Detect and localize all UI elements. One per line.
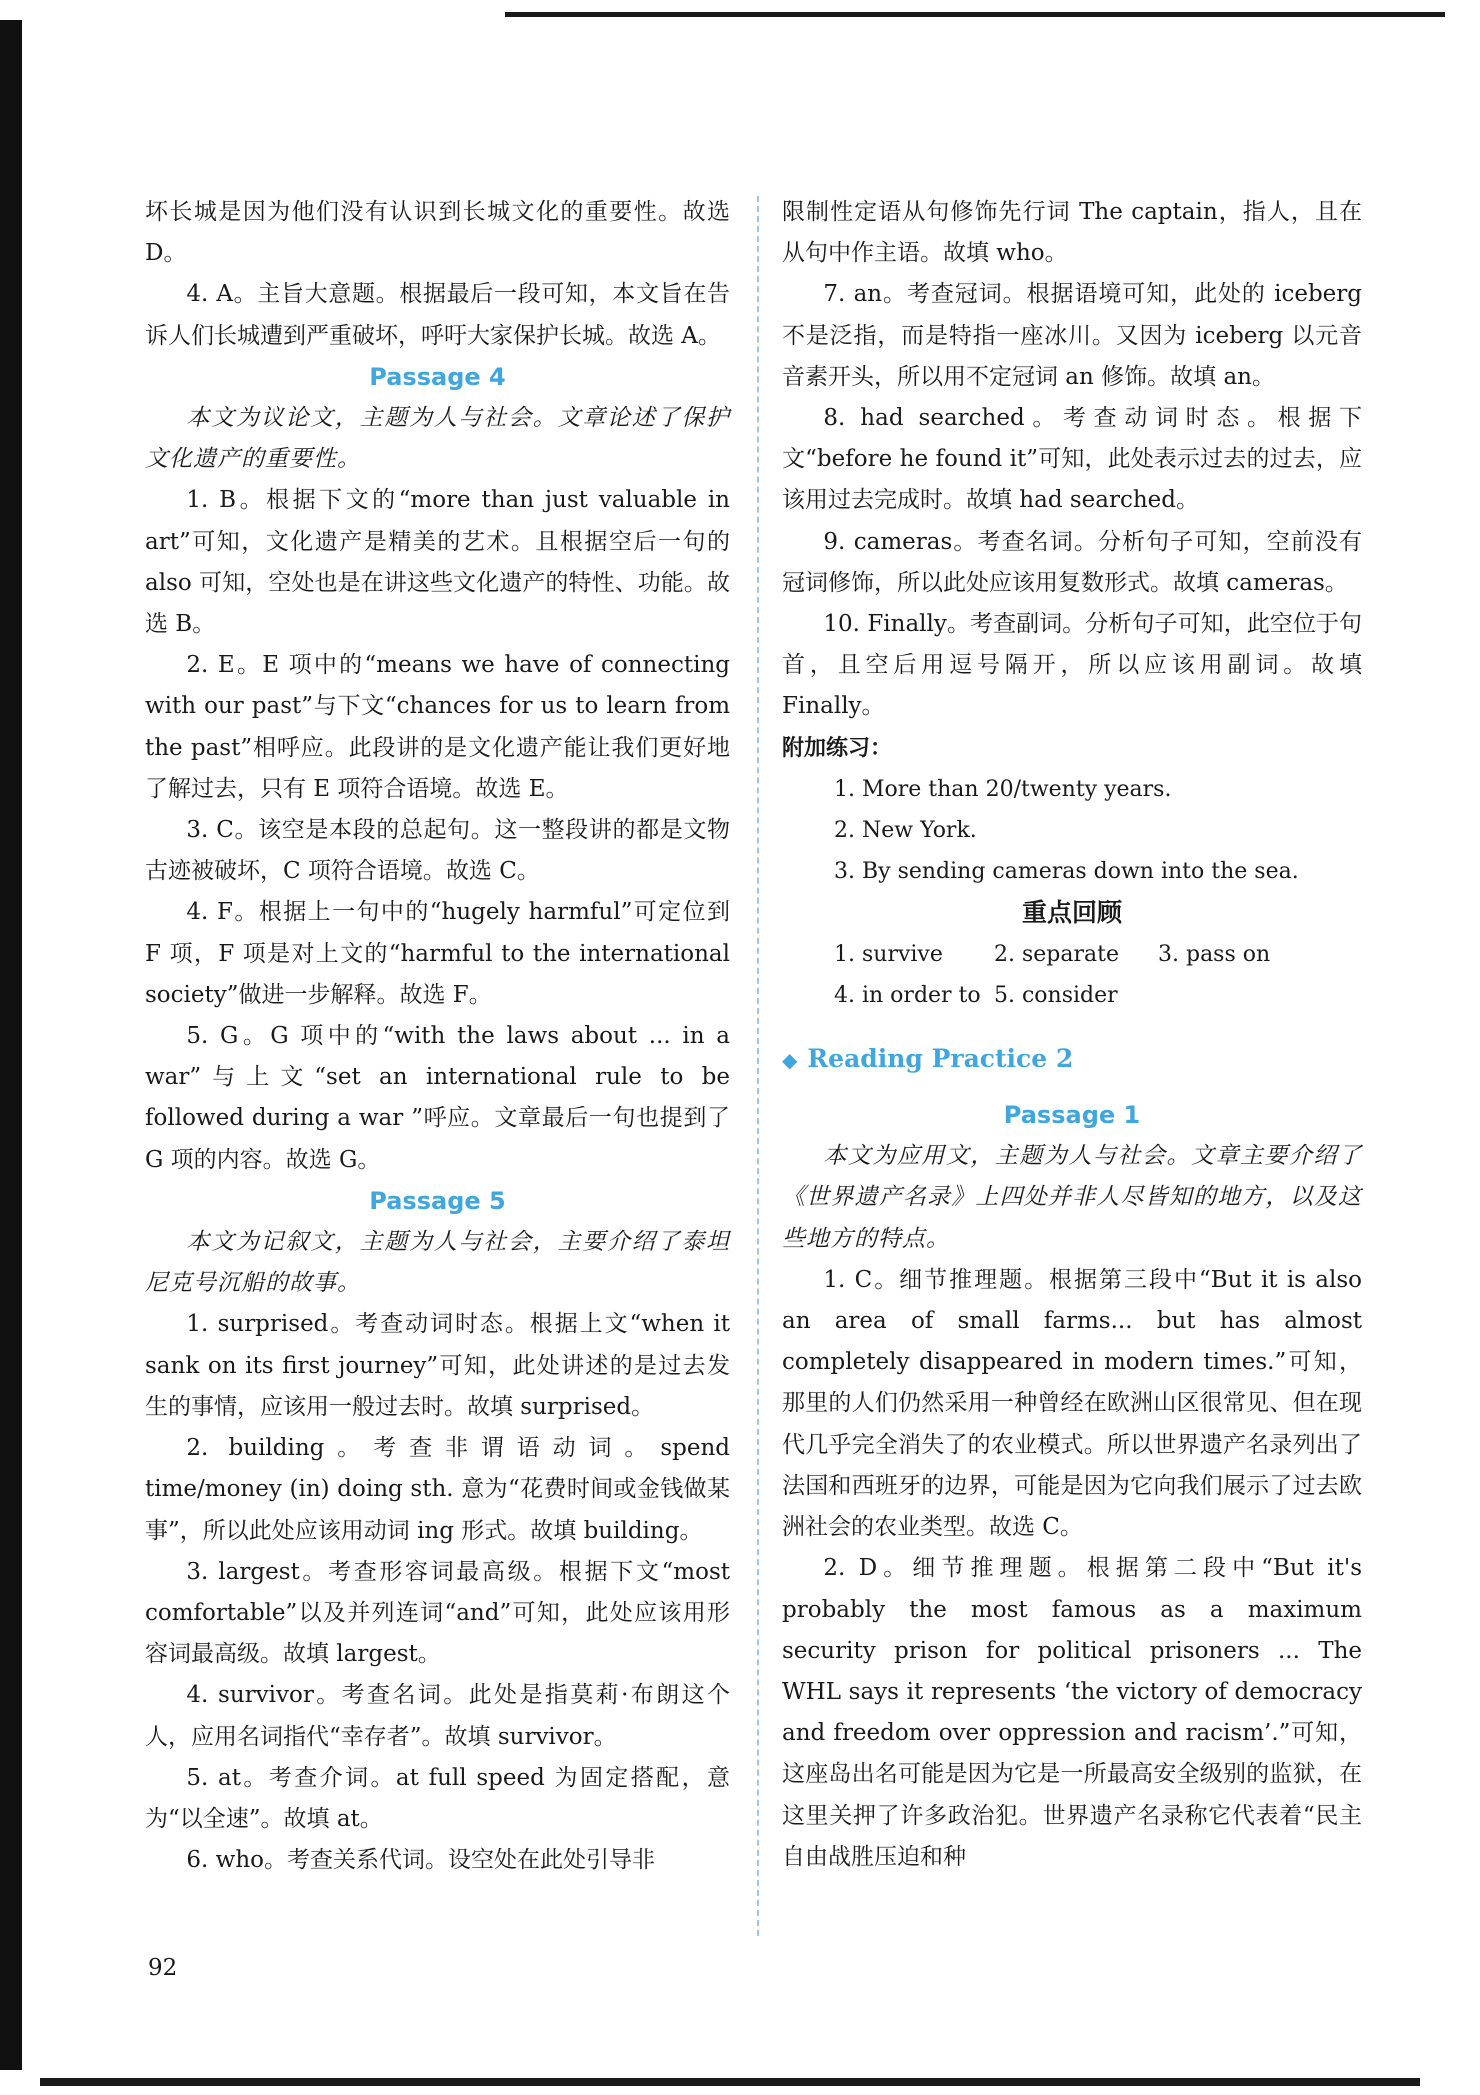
p5-answer-6: 6. who。考查关系代词。设空处在此处引导非 — [186, 1847, 655, 1874]
p5-answer-3: 3. largest。考查形容词最高级。根据下文“most comfortable”以及并列连词“and”可知，此处应该用形容词最高级。故填 largest。 — [145, 1558, 730, 1668]
passage-5-intro: 本文为记叙文，主题为人与社会，主要介绍了泰坦尼克号沉船的故事。 — [145, 1229, 730, 1297]
rp2-passage-1-title: Passage 1 — [1003, 1101, 1141, 1130]
top-rule — [505, 12, 1445, 17]
extra-item-2: 2. New York. — [834, 818, 977, 844]
rp2-answer-2: 2. D。细节推理题。根据第二段中“But it's probably the most famous as a maximum security prison for political prisoners ... The WHL says it represents ‘the victory of democracy and freedom over oppression and racism’.”可知，这座岛出名可能是因为它是一所最高安全级别的监狱，在这里关押了许多政治犯。世界遗产名录称它代表着“民主自由战胜压迫和种 — [782, 1555, 1362, 1870]
left-column — [145, 192, 730, 1881]
extra-item-1: 1. More than 20/twenty years. — [834, 776, 1172, 802]
passage-5-title: Passage 5 — [369, 1186, 506, 1215]
rp2-answer-1: 1. C。细节推理题。根据第三段中“But it is also an area of small farms... but has almost completely disappeared in modern times.”可知，那里的人们仍然采用一种曾经在欧洲山区很常见、但在现代几乎完全消失了的农业模式。所以世界遗产名录列出了法国和西班牙的边界，可能是因为它向我们展示了过去欧洲社会的农业类型。故选 C。 — [782, 1266, 1362, 1541]
rp2-intro: 本文为应用文，主题为人与社会。文章主要介绍了《世界遗产名录》上四处并非人尽皆知的地方，以及这些地方的特点。 — [782, 1143, 1362, 1252]
reading-practice-heading — [782, 1030, 1362, 1089]
answer-9: 9. cameras。考查名词。分析句子可知，空前没有冠词修饰，所以此处应该用复数形式。故填 cameras。 — [782, 528, 1362, 596]
review-item: 3. pass on — [1158, 941, 1271, 967]
review-item: 2. separate — [994, 941, 1119, 967]
p5-answer-4: 4. survivor。考查名词。此处是指莫莉·布朗这个人，应用名词指代“幸存者”。故填 survivor。 — [145, 1682, 730, 1750]
intro-tail: 坏长城是因为他们没有认识到长城文化的重要性。故选 D。 — [145, 199, 730, 267]
review-item: 1. survive — [834, 941, 943, 967]
passage-4-title: Passage 4 — [369, 362, 506, 391]
answer-4: 4. A。主旨大意题。根据最后一段可知，本文旨在告诉人们长城遭到严重破坏，呼吁大家保护长城。故选 A。 — [145, 281, 730, 349]
p4-answer-2: 2. E。E 项中的“means we have of connecting with our past”与下文“chances for us to learn from the past”相呼应。此段讲的是文化遗产能让我们更好地了解过去，只有 E 项符合语境。故选 E。 — [145, 652, 730, 802]
passage-4-intro: 本文为议论文，主题为人与社会。文章论述了保护文化遗产的重要性。 — [145, 405, 730, 473]
review-heading: 重点回顾 — [1021, 898, 1122, 928]
answer-8: 8. had searched。考查动词时态。根据下文“before he found it”可知，此处表示过去的过去，应该用过去完成时。故填 had searched。 — [782, 405, 1362, 514]
column-divider — [757, 196, 759, 1936]
right-column — [782, 192, 1362, 1878]
review-item: 5. consider — [994, 982, 1118, 1008]
p5-answer-5: 5. at。考查介词。at full speed 为固定搭配，意为“以全速”。故填 at。 — [145, 1764, 730, 1832]
extra-practice-heading: 附加练习： — [782, 735, 893, 761]
p4-answer-3: 3. C。该空是本段的总起句。这一整段讲的都是文物古迹被破坏，C 项符合语境。故选 C。 — [145, 817, 730, 885]
p5-answer-1: 1. surprised。考查动词时态。根据上文“when it sank on its first journey”可知，此处讲述的是过去发生的事情，应该用一般过去时。故填 surprised。 — [145, 1311, 730, 1420]
diamond-icon: ◆ — [782, 1048, 798, 1073]
p4-answer-5: 5. G。G 项中的“with the laws about ... in a war”与上文“set an international rule to be followed during a war ”呼应。文章最后一句也提到了 G 项的内容。故选 G。 — [145, 1023, 730, 1173]
answer-6-tail: 限制性定语从句修饰先行词 The captain，指人，且在从句中作主语。故填 who。 — [782, 199, 1362, 267]
bottom-rule — [40, 2078, 1420, 2086]
scan-edge-bar — [0, 20, 22, 2070]
answer-10: 10. Finally。考查副词。分析句子可知，此空位于句首，且空后用逗号隔开，所以应该用副词。故填 Finally。 — [782, 611, 1362, 720]
p4-answer-4: 4. F。根据上一句中的“hugely harmful”可定位到 F 项，F 项是对上文的“harmful to the international society”做进一步解释。故选 F。 — [145, 899, 730, 1008]
review-row-1 — [782, 934, 1362, 975]
p4-answer-1: 1. B。根据下文的“more than just valuable in art”可知，文化遗产是精美的艺术。且根据空后一句的 also 可知，空处也是在讲这些文化遗产的特性、功能。故选 B。 — [145, 487, 730, 638]
reading-practice-title: Reading Practice 2 — [807, 1044, 1074, 1074]
answer-7: 7. an。考查冠词。根据语境可知，此处的 iceberg 不是泛指，而是特指一座冰川。又因为 iceberg 以元音音素开头，所以用不定冠词 an 修饰。故填 an。 — [782, 281, 1362, 390]
p5-answer-2: 2. building。考查非谓语动词。spend time/money (in) doing sth. 意为“花费时间或金钱做某事”，所以此处应该用动词 ing 形式。故填 building。 — [145, 1435, 730, 1544]
page-number: 92 — [148, 1955, 178, 1981]
extra-item-3: 3. By sending cameras down into the sea. — [834, 859, 1299, 885]
review-item: 4. in order to — [834, 982, 981, 1008]
review-row-2 — [782, 975, 1362, 1016]
